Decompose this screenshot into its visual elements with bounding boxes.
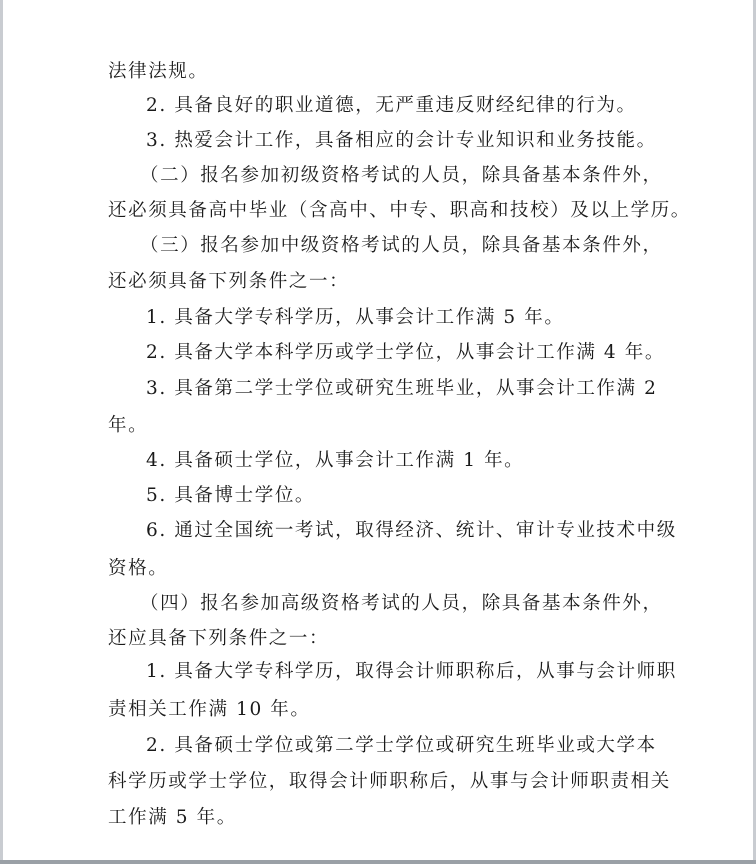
text-line: 3. 具备第二学士学位或研究生班毕业，从事会计工作满 2 (146, 378, 658, 399)
text-line: 还应具备下列条件之一： (108, 628, 330, 649)
text-line: （二）报名参加初级资格考试的人员，除具备基本条件外， (140, 165, 663, 186)
text-line: （三）报名参加中级资格考试的人员，除具备基本条件外， (140, 235, 663, 256)
text-line: 5. 具备博士学位。 (146, 485, 316, 506)
text-line: （四）报名参加高级资格考试的人员，除具备基本条件外， (140, 593, 663, 614)
text-line: 1. 具备大学专科学历，从事会计工作满 5 年。 (146, 307, 565, 328)
text-line: 科学历或学士学位，取得会计师职称后，从事与会计师职责相关 (108, 771, 671, 792)
text-line: 1. 具备大学专科学历，取得会计师职称后，从事与会计师职 (146, 661, 677, 682)
text-line: 4. 具备硕士学位，从事会计工作满 1 年。 (146, 450, 525, 471)
text-line: 资格。 (108, 558, 169, 579)
text-line: 6. 通过全国统一考试，取得经济、统计、审计专业技术中级 (146, 520, 677, 541)
text-line: 2. 具备大学本科学历或学士学位，从事会计工作满 4 年。 (146, 342, 665, 363)
text-line: 法律法规。 (108, 61, 209, 82)
text-line: 还必须具备下列条件之一： (108, 271, 350, 292)
text-line: 还必须具备高中毕业（含高中、中专、职高和技校）及以上学历。 (108, 200, 691, 221)
text-line: 2. 具备良好的职业道德，无严重违反财经纪律的行为。 (146, 95, 637, 116)
text-line: 2. 具备硕士学位或第二学士学位或研究生班毕业或大学本 (146, 735, 657, 756)
text-line: 工作满 5 年。 (108, 807, 237, 828)
text-line: 年。 (108, 415, 149, 436)
text-line: 责相关工作满 10 年。 (108, 699, 311, 720)
text-line: 3. 热爱会计工作，具备相应的会计专业知识和业务技能。 (146, 130, 657, 151)
